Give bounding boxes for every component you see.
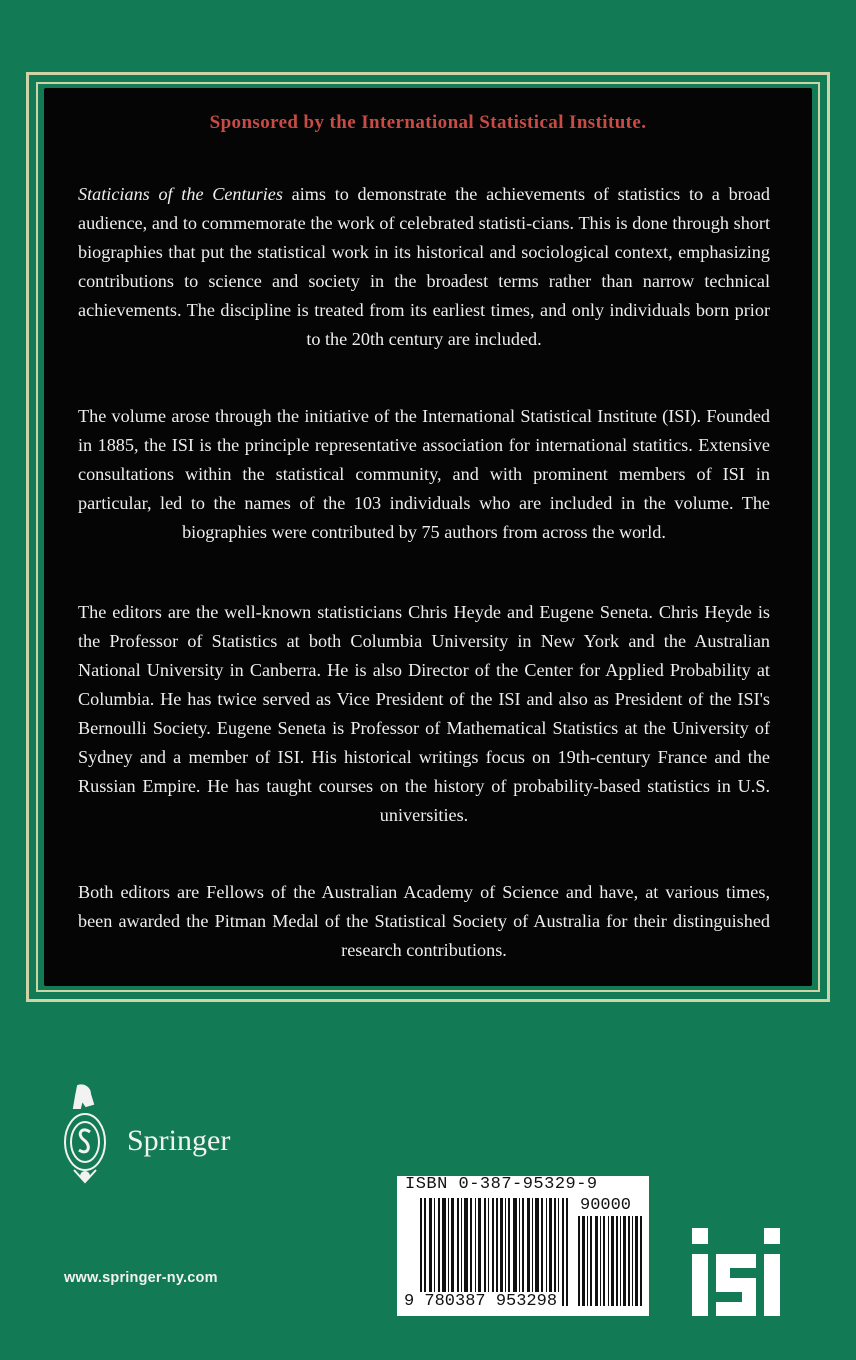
fellows-paragraph: Both editors are Fellows of the Australian Academy of Science and have, at various times, been awarded the Pitman Medal of the Statistical Society of Australia for their distinguished research contributions.	[78, 882, 770, 960]
sponsor-line: Sponsored by the International Statistical Institute.	[209, 112, 647, 133]
ean-barcode-bars	[420, 1198, 568, 1306]
isi-logo-icon	[692, 1228, 780, 1316]
isbn-label: ISBN 0-387-95329-9	[405, 1175, 598, 1194]
editors-paragraph: The editors are the well-known statisticians Chris Heyde and Eugene Seneta. Chris Heyde is the Professor of Statistics at both Columbia University in New York and the Australian National University in Canberra. He is also Director of the Center for Applied Probability at Columbia. He has twice served as Vice President of the ISI and also as President of the ISI's Bernoulli Society. Eugene Seneta is Professor of Mathematical Statistics at the University of Sydney and a member of ISI. His historical writings focus on 19th-century France and the Russian Empire. He has taught courses on the history of probability-based statistics in U.S. universities.	[78, 602, 770, 825]
isi-paragraph: The volume arose through the initiative of the International Statistical Institute (ISI). Founded in 1885, the ISI is the principle representative association for international statitics. Extensive consultations within the statistical community, and with prominent members of ISI in particular, led to the names of the 103 individuals who are included in the volume. The biographies were contributed by 75 authors from across the world.	[78, 406, 770, 542]
description-paragraph	[78, 180, 770, 354]
publisher-name: Springer	[127, 1124, 231, 1157]
publisher-url[interactable]: www.springer-ny.com	[64, 1270, 218, 1286]
description-body: aims to demonstrate the achievements of statistics to a broad audience, and to commemorate the work of celebrated statisti-cians. This is done through short biographies that put the statistical work in its historical and sociological context, emphasizing contributions to science and society in the broadest terms rather than narrow technical achievements. The discipline is treated from its earliest times, and only individuals born prior to the 20th century are included.	[78, 184, 770, 349]
series-title: Staticians of the Centuries	[78, 184, 283, 204]
price-code: 90000	[580, 1196, 632, 1215]
springer-horse-icon	[60, 1082, 110, 1188]
ean-number: 9 780387 953298	[404, 1292, 558, 1311]
addon-barcode-bars	[578, 1216, 642, 1306]
